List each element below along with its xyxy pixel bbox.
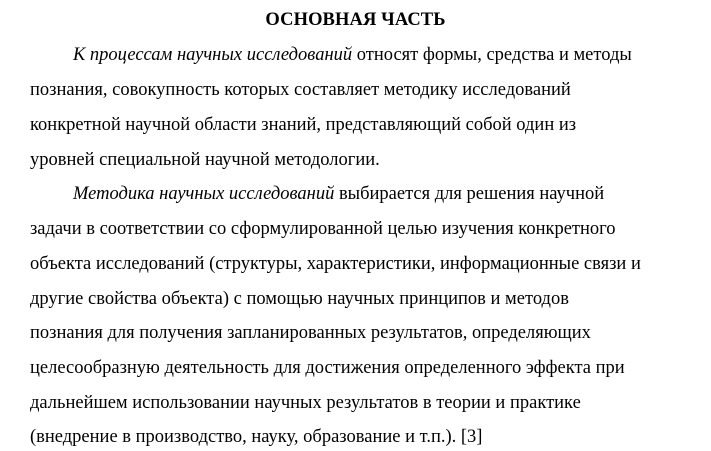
paragraph-2-line-6: целесообразную деятельность для достижения определенного эффекта при <box>30 358 625 378</box>
paragraph-2-term: Методика научных исследований <box>73 184 335 204</box>
paragraph-2-line-3: объекта исследований (структуры, характеристики, информационные связи и <box>30 254 641 274</box>
paragraph-2-line-2: задачи в соответствии со сформулированной целью изучения конкретного <box>30 219 616 239</box>
paragraph-1-line-2: познания, совокупность которых составляет методику исследований <box>30 80 571 100</box>
paragraph-1-term: К процессам научных исследований <box>73 45 353 65</box>
section-heading: ОСНОВНАЯ ЧАСТЬ <box>265 10 446 30</box>
paragraph-2-line-1 <box>73 181 604 207</box>
paragraph-1-line-1-text: относят формы, средства и методы <box>352 45 632 65</box>
paragraph-1-line-4: уровней специальной научной методологии. <box>30 150 380 170</box>
paragraph-2-line-8: (внедрение в производство, науку, образование и т.п.). [3] <box>30 427 483 447</box>
paragraph-2-line-1-text: выбирается для решения научной <box>334 184 605 204</box>
paragraph-2-line-7: дальнейшем использовании научных результатов в теории и практике <box>30 393 581 413</box>
paragraph-2-line-4: другие свойства объекта) с помощью научных принципов и методов <box>30 289 569 309</box>
paragraph-1-line-1 <box>73 42 632 68</box>
paragraph-2-line-5: познания для получения запланированных результатов, определяющих <box>30 323 591 343</box>
paragraph-1-line-3: конкретной научной области знаний, представляющий собой один из <box>30 115 577 135</box>
